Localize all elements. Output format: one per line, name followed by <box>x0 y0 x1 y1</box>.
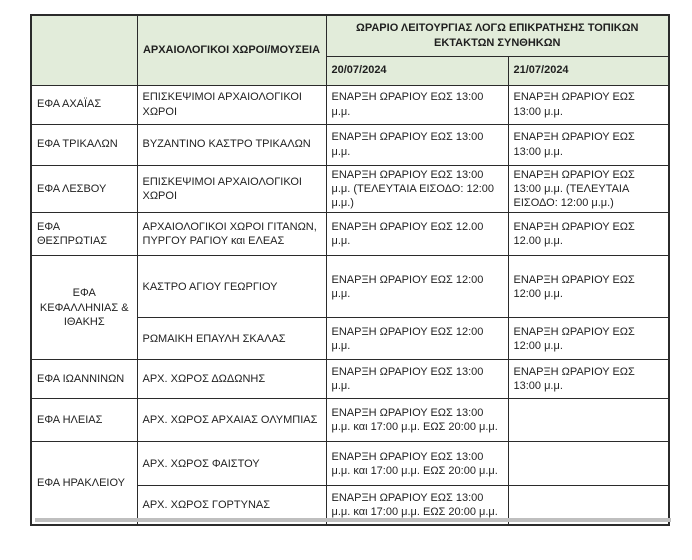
site-cell: ΕΠΙΣΚΕΨΙΜΟΙ ΑΡΧΑΙΟΛΟΓΙΚΟΙ ΧΩΡΟΙ <box>137 85 326 124</box>
table-bottom-shadow <box>35 518 671 522</box>
table-row <box>31 360 669 399</box>
region-cell: ΕΦΑ ΑΧΑΪΑΣ <box>31 85 137 124</box>
hours-cell-date1: ΕΝΑΡΞΗ ΩΡΑΡΙΟΥ ΕΩΣ 13:00 μ.μ. <box>326 124 508 165</box>
region-cell: ΕΦΑ ΛΕΣΒΟΥ <box>31 165 137 213</box>
site-cell: ΕΠΙΣΚΕΨΙΜΟΙ ΑΡΧΑΙΟΛΟΓΙΚΟΙ ΧΩΡΟΙ <box>137 165 326 213</box>
site-cell: ΑΡΧΑΙΟΛΟΓΙΚΟΙ ΧΩΡΟΙ ΓΙΤΑΝΩΝ, ΠΥΡΓΟΥ ΡΑΓΙΟΥ και ΕΛΕΑΣ <box>137 213 326 256</box>
hours-cell-date2: ΕΝΑΡΞΗ ΩΡΑΡΙΟΥ ΕΩΣ 13:00 μ.μ. <box>508 360 669 399</box>
region-cell: ΕΦΑ ΗΛΕΙΑΣ <box>31 399 137 442</box>
site-cell: ΑΡΧ. ΧΩΡΟΣ ΓΟΡΤΥΝΑΣ <box>137 486 326 525</box>
hours-cell-date2: ΕΝΑΡΞΗ ΩΡΑΡΙΟΥ ΕΩΣ 13:00 μ.μ. (ΤΕΛΕΥΤΑΙΑ ΕΙΣΟΔΟ: 12:00 μ.μ.) <box>508 165 669 213</box>
table-row <box>31 399 669 442</box>
table-row <box>31 213 669 256</box>
hours-cell-date2: ΕΝΑΡΞΗ ΩΡΑΡΙΟΥ ΕΩΣ 12:00 μ.μ. <box>508 318 669 360</box>
table-body <box>31 85 669 525</box>
header-region-empty-cell <box>31 15 137 85</box>
header-hours-label: ΩΡΑΡΙΟ ΛΕΙΤΟΥΡΓΙΑΣ ΛΟΓΩ ΕΠΙΚΡΑΤΗΣΗΣ ΤΟΠΙΚΩΝ ΕΚΤΑΚΤΩΝ ΣΥΝΘΗΚΩΝ <box>326 15 669 56</box>
region-cell: ΕΦΑ ΗΡΑΚΛΕΙΟΥ <box>31 442 137 525</box>
hours-cell-date1: ΕΝΑΡΞΗ ΩΡΑΡΙΟΥ ΕΩΣ 13:00 μ.μ. και 17:00 μ.μ. ΕΩΣ 20:00 μ.μ. <box>326 486 508 525</box>
hours-cell-date2 <box>508 442 669 486</box>
region-cell: ΕΦΑ ΙΩΑΝΝΙΝΩΝ <box>31 360 137 399</box>
site-cell: ΑΡΧ. ΧΩΡΟΣ ΔΩΔΩΝΗΣ <box>137 360 326 399</box>
site-cell: ΚΑΣΤΡΟ ΑΓΙΟΥ ΓΕΩΡΓΙΟΥ <box>137 256 326 318</box>
hours-table <box>30 14 670 526</box>
table-row <box>31 442 669 486</box>
region-cell: ΕΦΑ ΤΡΙΚΑΛΩΝ <box>31 124 137 165</box>
hours-cell-date1: ΕΝΑΡΞΗ ΩΡΑΡΙΟΥ ΕΩΣ 13:00 μ.μ. <box>326 85 508 124</box>
hours-cell-date2 <box>508 399 669 442</box>
table-row <box>31 124 669 165</box>
hours-cell-date1: ΕΝΑΡΞΗ ΩΡΑΡΙΟΥ ΕΩΣ 12:00 μ.μ. <box>326 256 508 318</box>
site-cell: ΑΡΧ. ΧΩΡΟΣ ΑΡΧΑΙΑΣ ΟΛΥΜΠΙΑΣ <box>137 399 326 442</box>
header-date-2: 21/07/2024 <box>508 56 669 85</box>
header-date-1: 20/07/2024 <box>326 56 508 85</box>
site-cell: ΑΡΧ. ΧΩΡΟΣ ΦΑΙΣΤΟΥ <box>137 442 326 486</box>
table-row <box>31 256 669 318</box>
hours-cell-date1: ΕΝΑΡΞΗ ΩΡΑΡΙΟΥ ΕΩΣ 13:00 μ.μ. και 17:00 μ.μ. ΕΩΣ 20:00 μ.μ. <box>326 399 508 442</box>
hours-cell-date1: ΕΝΑΡΞΗ ΩΡΑΡΙΟΥ ΕΩΣ 13:00 μ.μ. (ΤΕΛΕΥΤΑΙΑ ΕΙΣΟΔΟ: 12:00 μ.μ.) <box>326 165 508 213</box>
site-cell: ΡΩΜΑΙΚΗ ΕΠΑΥΛΗ ΣΚΑΛΑΣ <box>137 318 326 360</box>
table-row <box>31 85 669 124</box>
hours-cell-date1: ΕΝΑΡΞΗ ΩΡΑΡΙΟΥ ΕΩΣ 12.00 μ.μ. <box>326 213 508 256</box>
hours-cell-date2: ΕΝΑΡΞΗ ΩΡΑΡΙΟΥ ΕΩΣ 13:00 μ.μ. <box>508 124 669 165</box>
hours-cell-date2: ΕΝΑΡΞΗ ΩΡΑΡΙΟΥ ΕΩΣ 12.00 μ.μ. <box>508 213 669 256</box>
hours-cell-date2: ΕΝΑΡΞΗ ΩΡΑΡΙΟΥ ΕΩΣ 13:00 μ.μ. <box>508 85 669 124</box>
hours-cell-date1: ΕΝΑΡΞΗ ΩΡΑΡΙΟΥ ΕΩΣ 13:00 μ.μ. και 17:00 μ.μ. ΕΩΣ 20:00 μ.μ. <box>326 442 508 486</box>
hours-cell-date1: ΕΝΑΡΞΗ ΩΡΑΡΙΟΥ ΕΩΣ 13:00 μ.μ. <box>326 360 508 399</box>
hours-cell-date2: ΕΝΑΡΞΗ ΩΡΑΡΙΟΥ ΕΩΣ 12:00 μ.μ. <box>508 256 669 318</box>
region-cell: ΕΦΑ ΚΕΦΑΛΛΗΝΙΑΣ & ΙΘΑΚΗΣ <box>31 256 137 360</box>
hours-cell-date1: ΕΝΑΡΞΗ ΩΡΑΡΙΟΥ ΕΩΣ 12:00 μ.μ. <box>326 318 508 360</box>
table-row <box>31 165 669 213</box>
site-cell: ΒΥΖΑΝΤΙΝΟ ΚΑΣΤΡΟ ΤΡΙΚΑΛΩΝ <box>137 124 326 165</box>
region-cell: ΕΦΑ ΘΕΣΠΡΩΤΙΑΣ <box>31 213 137 256</box>
table-header <box>31 15 669 85</box>
header-sites-label: ΑΡΧΑΙΟΛΟΓΙΚΟΙ ΧΩΡΟΙ/ΜΟΥΣΕΙΑ <box>137 15 326 85</box>
